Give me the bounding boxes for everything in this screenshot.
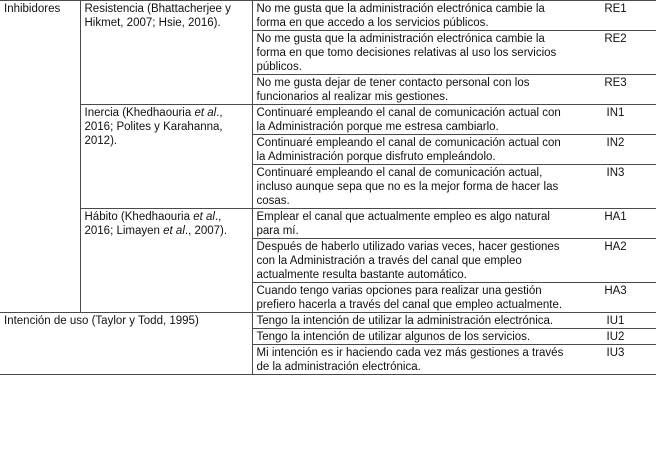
item-text-cell xyxy=(252,313,575,329)
construct-label: Inhibidores xyxy=(4,3,61,15)
source-cell-resistencia xyxy=(80,1,252,105)
item-text-cell xyxy=(252,283,575,313)
source-cell-habito xyxy=(80,209,252,313)
item-text: Cuando tengo varias opciones para realizar una gestión prefiero hacerla a través del canal que empleo actualmente. xyxy=(256,285,563,311)
item-text-cell xyxy=(252,1,575,31)
source-text: ., 2007). xyxy=(184,225,228,237)
item-text-cell xyxy=(252,209,575,239)
item-code-cell xyxy=(575,31,656,75)
item-text: Emplear el canal que actualmente empleo es algo natural para mí. xyxy=(256,211,550,237)
item-code: RE3 xyxy=(604,77,627,89)
source-label xyxy=(85,107,223,147)
item-code-cell xyxy=(575,209,656,239)
item-code-cell xyxy=(575,135,656,165)
source-italic: et al xyxy=(163,225,185,237)
table-row xyxy=(0,209,656,239)
item-text: Continuaré empleando el canal de comunicación actual con la Administración porque disfruto empleándolo. xyxy=(256,137,561,163)
item-code-cell xyxy=(575,105,656,135)
item-code-cell xyxy=(575,239,656,283)
item-text: No me gusta que la administración electrónica cambie la forma en que tomo decisiones relativas al uso los servicios públicos. xyxy=(256,33,557,73)
item-text-cell xyxy=(252,329,575,345)
item-code: RE1 xyxy=(604,3,627,15)
item-code: IU1 xyxy=(606,315,625,327)
item-text-cell xyxy=(252,239,575,283)
item-text: Continuaré empleando el canal de comunicación actual con la Administración porque me estresa cambiarlo. xyxy=(256,107,561,133)
item-code-cell xyxy=(575,329,656,345)
source-text: ., 2016; Polites y Karahanna, 2012). xyxy=(84,107,223,147)
item-text-cell xyxy=(252,75,575,105)
item-code: HA3 xyxy=(604,285,627,297)
construct-cell-intention xyxy=(0,313,252,375)
item-text: Continuaré empleando el canal de comunicación actual, incluso aunque sepa que no es la mejor forma de hacer las cosas. xyxy=(256,167,559,207)
source-text: Inercia (Khedhaouria xyxy=(84,107,195,119)
item-text-cell xyxy=(252,135,575,165)
item-text: No me gusta dejar de tener contacto personal con los funcionarios al realizar mis gestiones. xyxy=(256,77,530,103)
item-code-cell xyxy=(575,165,656,209)
item-code: IN1 xyxy=(606,107,625,119)
item-code-cell xyxy=(575,75,656,105)
source-label: Resistencia (Bhattacherjee y Hikmet, 2007; Hsie, 2016). xyxy=(84,3,231,29)
item-text-cell xyxy=(252,31,575,75)
item-text: Después de haberlo utilizado varias veces, hacer gestiones con la Administración a través del canal que empleo actualmente resulta bastante automático. xyxy=(256,241,560,281)
item-code-cell xyxy=(575,345,656,375)
source-text: ., 2016; Limayen xyxy=(84,211,222,237)
item-text-cell xyxy=(252,345,575,375)
item-text: Tengo la intención de utilizar la administración electrónica. xyxy=(256,315,554,327)
item-code: HA2 xyxy=(604,241,627,253)
item-code: IN2 xyxy=(606,137,625,149)
source-cell-inercia xyxy=(80,105,252,209)
item-code-cell xyxy=(575,283,656,313)
item-code: IN3 xyxy=(606,167,625,179)
source-text: Hábito (Khedhaouria xyxy=(84,211,194,223)
source-italic: et al xyxy=(193,211,215,223)
item-code-cell xyxy=(575,1,656,31)
construct-cell-inhibitors xyxy=(0,1,80,313)
source-italic: et al xyxy=(194,107,217,119)
item-code-cell xyxy=(575,313,656,329)
item-code: IU2 xyxy=(606,331,625,343)
item-text: No me gusta que la administración electrónica cambie la forma en que accedo a los servicios públicos. xyxy=(256,3,545,29)
construct-label: Intención de uso (Taylor y Todd, 1995) xyxy=(4,315,199,327)
item-text: Mi intención es ir haciendo cada vez más gestiones a través de la administración electrónica. xyxy=(256,347,564,373)
table-row xyxy=(0,105,656,135)
item-text: Tengo la intención de utilizar algunos de los servicios. xyxy=(256,331,531,343)
table-row xyxy=(0,1,656,31)
item-text-cell xyxy=(252,105,575,135)
item-code: HA1 xyxy=(604,211,627,223)
item-code: RE2 xyxy=(604,33,627,45)
source-label xyxy=(85,211,228,237)
table-row xyxy=(0,313,656,329)
item-code: IU3 xyxy=(606,347,625,359)
item-text-cell xyxy=(252,165,575,209)
